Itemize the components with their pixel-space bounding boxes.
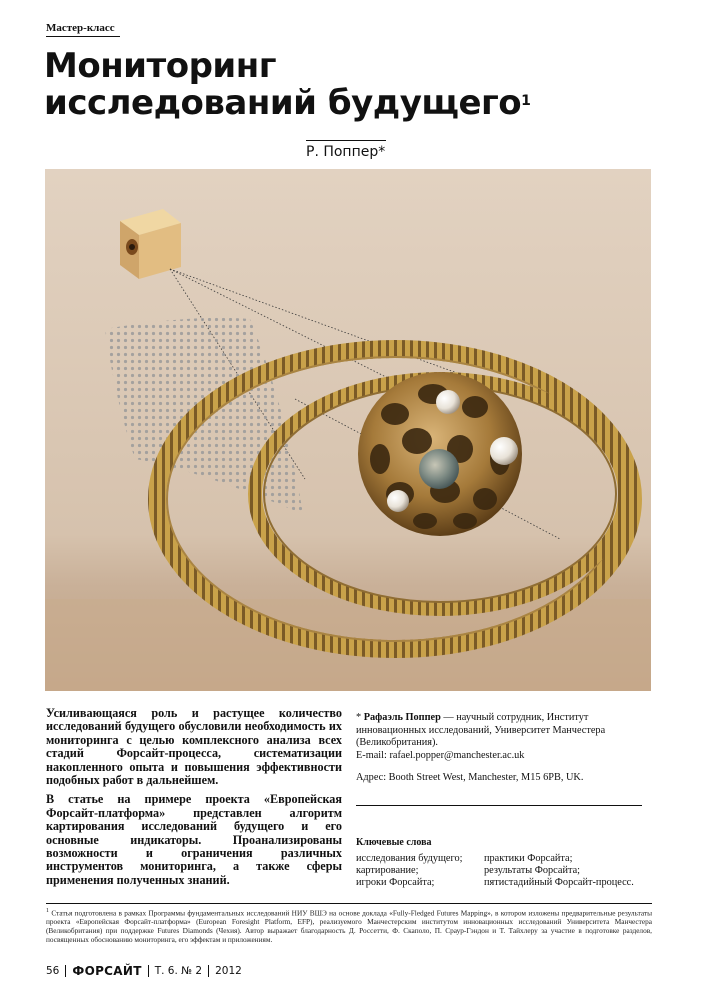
year: 2012 <box>215 965 242 977</box>
keyword: исследования будущего; <box>356 853 463 864</box>
cube-icon <box>120 209 181 279</box>
keywords-column-2 <box>484 853 654 889</box>
footer-divider <box>208 965 209 977</box>
keyword: картирование; <box>356 865 419 876</box>
keyword: практики Форсайта; <box>484 853 573 864</box>
author-address: Адрес: Booth Street West, Manchester, M15 6PB, UK. <box>356 772 584 783</box>
journal-name: ФОРСАЙТ <box>72 964 142 978</box>
footer-divider <box>65 965 66 977</box>
author-byline: Р. Поппер* <box>306 144 386 160</box>
section-label: Мастер-класс <box>46 22 115 34</box>
keyword: пятистадийный Форсайт-процесс. <box>484 877 634 888</box>
title-line-1: Мониторинг <box>44 46 276 86</box>
title-line-2: исследований будущего <box>44 83 522 123</box>
sphere-icon <box>358 372 522 536</box>
page-number: 56 <box>46 965 60 977</box>
abstract-paragraph-1: Усиливающаяся роль и растущее количество исследований будущего обусловили необходимость их мониторинга с целью комплексного анализа всех стадий Форсайт-процесса, систематизации накопленного опыта и повышения эффективности подобных работ в дальнейшем. <box>46 706 342 788</box>
hero-illustration <box>45 169 651 691</box>
keyword: игроки Форсайта; <box>356 877 435 888</box>
author-footnote-mark: * <box>356 712 362 723</box>
footnote-rule <box>46 903 652 904</box>
author-email[interactable]: E-mail: rafael.popper@manchester.ac.uk <box>356 749 525 761</box>
author-name: Рафаэль Поппер <box>363 712 441 723</box>
abstract-paragraph-2: В статье на примере проекта «Европейская Форсайт-платформа» представлен алгоритм картирования исследований будущего и его основные индикаторы. Проанализированы возможности и ограничения различных инструментов мониторинга, а также сферы применения полученных знаний. <box>46 792 342 887</box>
article-title <box>44 48 564 122</box>
page-footer <box>46 964 242 978</box>
footnote-text: Статья подготовлена в рамках Программы фундаментальных исследований НИУ ВШЭ на основе доклада «Fully-Fledged Futures Mapping», в котором изложены предварительные результаты проекта «Европейская Форсайт-платформа» (European Foresight Platform, EFP), реализуемого Манчестерским институтом инновационных исследований Университета Манчестера (Великобритания) при поддержке Futures Diamonds (Чехия). Автор выражает благодарность Д. Россетти, Ф. Скаполо, П. Сраур-Гэндон и Т. Тайхлеру за участие в подготовке разделов, посвященных обоснованию мониторинга, его эффектам и приложениям. <box>46 908 653 945</box>
footer-divider <box>148 965 149 977</box>
volume-issue: Т. 6. № 2 <box>154 965 203 977</box>
abstract <box>46 707 342 893</box>
keywords-column-1 <box>356 853 478 889</box>
title-footnote-mark[interactable]: 1 <box>521 93 531 109</box>
section-rule <box>46 36 120 37</box>
footnote-mark: 1 <box>46 908 49 914</box>
author-bio <box>356 712 652 762</box>
author-role: — научный сотрудник, Институт инновационных исследований, Университет Манчестера (Великобритания). <box>356 712 606 748</box>
author-info <box>356 712 652 795</box>
keywords-title: Ключевые слова <box>356 837 432 848</box>
author-rule <box>306 140 386 141</box>
footnote <box>46 907 652 944</box>
keyword: результаты Форсайта; <box>484 865 581 876</box>
info-rule <box>356 805 642 806</box>
